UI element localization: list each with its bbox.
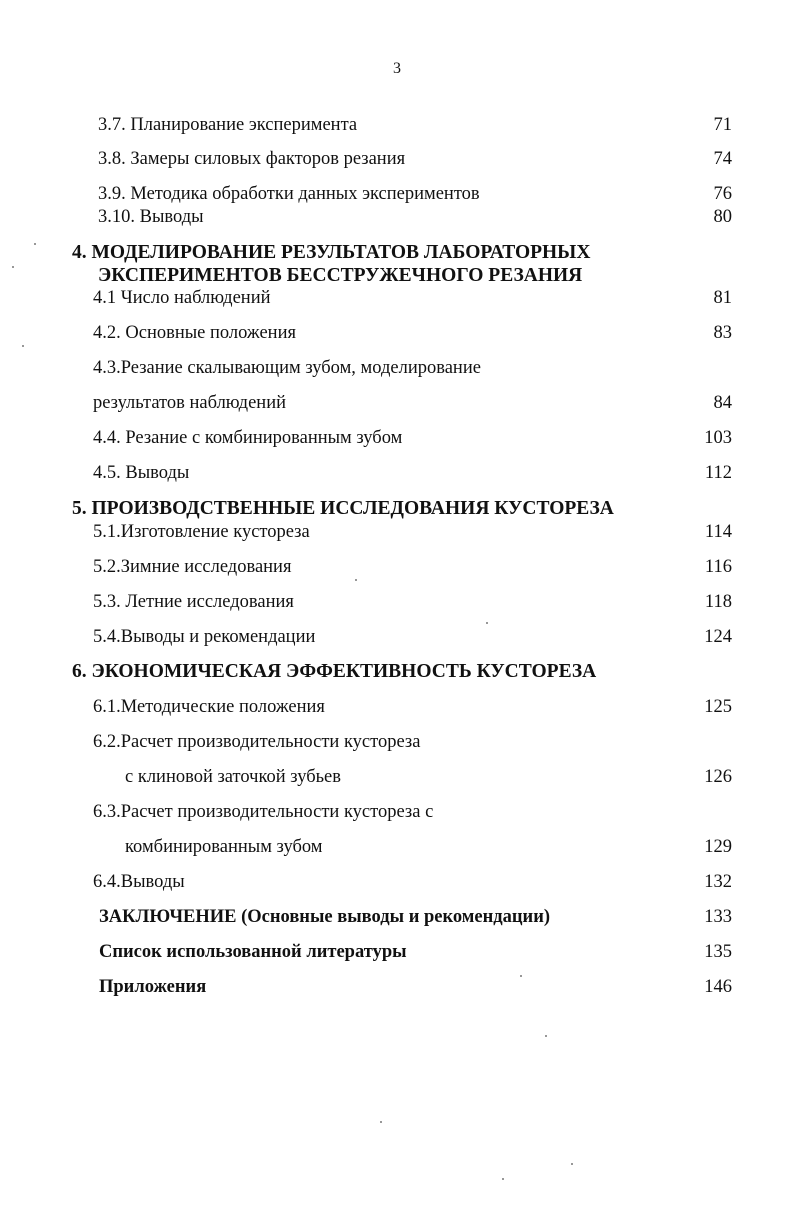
- toc-entry-6-4: 6.4.Выводы: [93, 872, 185, 892]
- toc-entry-conclusion: ЗАКЛЮЧЕНИЕ (Основные выводы и рекомендации): [99, 907, 551, 927]
- toc-entry-4-3-line2: результатов наблюдений: [93, 393, 287, 413]
- toc-entry-4-2: 4.2. Основные положения: [93, 323, 296, 343]
- scan-speck: [486, 622, 488, 624]
- toc-entry-6-2-line2: с клиновой заточкой зубьев: [125, 767, 341, 787]
- chapter-4-title-line2: ЭКСПЕРИМЕНТОВ БЕССТРУЖЕЧНОГО РЕЗАНИЯ: [98, 265, 583, 286]
- toc-entry-6-3-line2: комбинированным зубом: [125, 837, 323, 857]
- toc-entry-3-7: 3.7. Планирование эксперимента: [98, 115, 358, 135]
- toc-entry-references: Список использованной литературы: [99, 942, 407, 962]
- toc-page-4-5: 112: [704, 463, 732, 483]
- toc-page-references: 135: [704, 942, 732, 962]
- chapter-5-title: 5. ПРОИЗВОДСТВЕННЫЕ ИССЛЕДОВАНИЯ КУСТОРЕЗА: [72, 498, 614, 519]
- scan-speck: [22, 345, 24, 347]
- toc-entry-5-4: 5.4.Выводы и рекомендации: [93, 627, 316, 647]
- scan-speck: [502, 1178, 504, 1180]
- scan-speck: [571, 1163, 573, 1165]
- toc-page-4-3: 84: [713, 393, 732, 413]
- toc-page-3-10: 80: [713, 207, 732, 227]
- toc-entry-3-8: 3.8. Замеры силовых факторов резания: [98, 149, 406, 169]
- toc-page-3-7: 71: [713, 115, 732, 135]
- chapter-4-title-line1: 4. МОДЕЛИРОВАНИЕ РЕЗУЛЬТАТОВ ЛАБОРАТОРНЫХ: [72, 242, 591, 263]
- toc-page-3-9: 76: [713, 184, 732, 204]
- toc-page-6-3: 129: [704, 837, 732, 857]
- toc-page-5-2: 116: [704, 557, 732, 577]
- scan-speck: [34, 243, 36, 245]
- toc-page-5-4: 124: [704, 627, 732, 647]
- toc-entry-5-1: 5.1.Изготовление кустореза: [93, 522, 310, 542]
- toc-entry-6-3-line1: 6.3.Расчет производительности кустореза с: [93, 802, 434, 822]
- scan-speck: [12, 266, 14, 268]
- toc-entry-5-3: 5.3. Летние исследования: [93, 592, 294, 612]
- chapter-6-title: 6. ЭКОНОМИЧЕСКАЯ ЭФФЕКТИВНОСТЬ КУСТОРЕЗА: [72, 661, 597, 682]
- toc-page-4-2: 83: [713, 323, 732, 343]
- toc-entry-6-1: 6.1.Методические положения: [93, 697, 325, 717]
- toc-page-6-4: 132: [704, 872, 732, 892]
- toc-entry-appendices: Приложения: [99, 977, 207, 997]
- toc-entry-6-2-line1: 6.2.Расчет производительности кустореза: [93, 732, 421, 752]
- toc-entry-4-3-line1: 4.3.Резание скалывающим зубом, моделирование: [93, 358, 481, 378]
- scan-speck: [380, 1121, 382, 1123]
- toc-page-4-1: 81: [713, 288, 732, 308]
- scan-speck: [355, 579, 357, 581]
- toc-page-3-8: 74: [713, 149, 732, 169]
- toc-page-conclusion: 133: [704, 907, 732, 927]
- toc-page-5-1: 114: [704, 522, 732, 542]
- toc-page-appendices: 146: [704, 977, 732, 997]
- toc-page-5-3: 118: [704, 592, 732, 612]
- toc-page-6-1: 125: [704, 697, 732, 717]
- toc-entry-4-1: 4.1 Число наблюдений: [93, 288, 271, 308]
- scan-speck: [520, 975, 522, 977]
- toc-page-4-4: 103: [704, 428, 732, 448]
- page-number: 3: [393, 60, 401, 77]
- toc-entry-3-9: 3.9. Методика обработки данных экспериментов: [98, 184, 480, 204]
- toc-entry-5-2: 5.2.Зимние исследования: [93, 557, 292, 577]
- toc-entry-4-4: 4.4. Резание с комбинированным зубом: [93, 428, 403, 448]
- toc-entry-4-5: 4.5. Выводы: [93, 463, 190, 483]
- toc-page-6-2: 126: [704, 767, 732, 787]
- scan-speck: [545, 1035, 547, 1037]
- toc-entry-3-10: 3.10. Выводы: [98, 207, 204, 227]
